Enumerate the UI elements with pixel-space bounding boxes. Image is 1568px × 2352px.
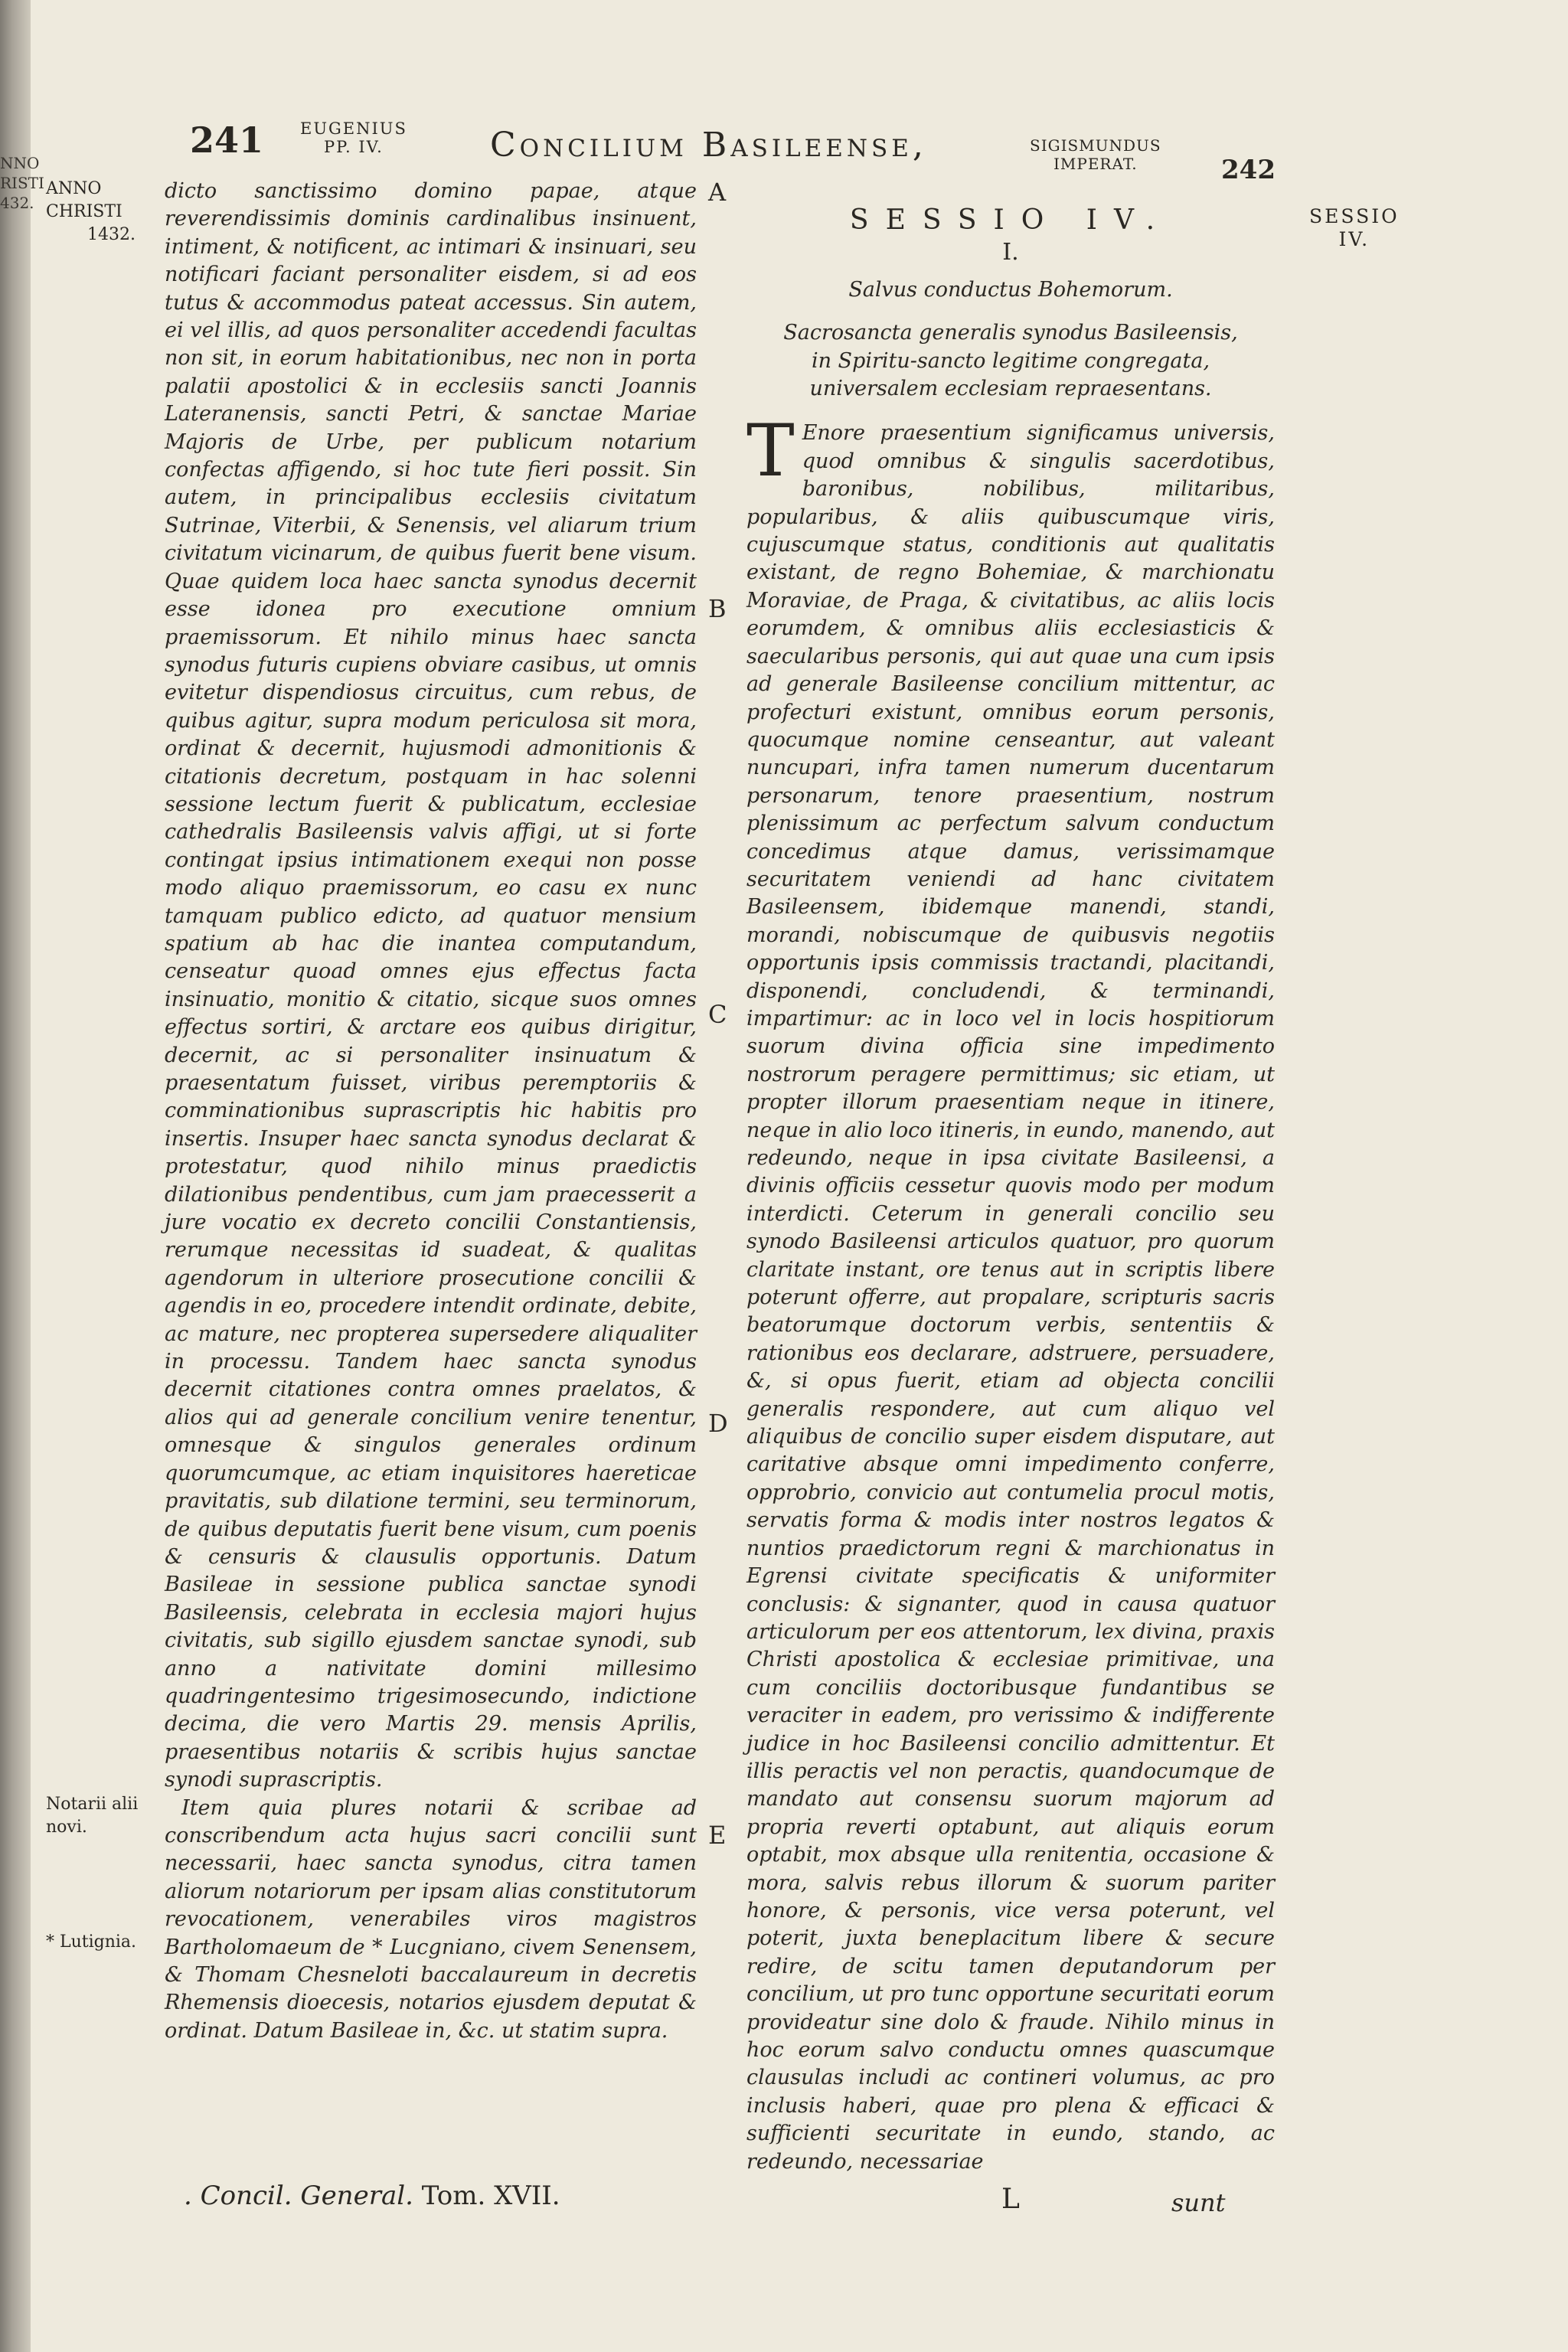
session-margin-number: IV.: [1338, 228, 1370, 250]
lutignia-margin-note: [46, 1931, 145, 1954]
section-letter-c: C: [708, 1000, 727, 1029]
left-paragraph-2: Item quia plures notarii & scribae ad conscribendum acta hujus sacri concilii sunt necessarii, haec sancta synodus, citra tamen aliorum notariorum per ipsam alias constitutorum revocationem, venerabiles viros magistros Bartholomaeum de * Lucgniano, civem Senensem, & Thomam Chesneloti baccalaureum in decretis Rhemensis dioecesis, notarios ejusdem deputat & ordinat. Datum Basileae in, &c. ut statim supra.: [165, 1795, 697, 2043]
signature-mark: L: [1001, 2184, 1020, 2215]
notarii-note-line1: Notarii alii: [46, 1795, 139, 1814]
prev-margin-line: NNO: [0, 154, 40, 172]
left-text-column: [165, 178, 697, 2045]
right-text-column: [746, 204, 1275, 2176]
drop-cap: T: [746, 410, 795, 494]
emperor-heading: [1030, 136, 1161, 173]
running-title: Concilium Basileense,: [490, 126, 927, 165]
running-header: [0, 115, 1568, 184]
page-number-left: 241: [190, 119, 264, 161]
section-letter-b: B: [708, 594, 727, 623]
pope-name: EUGENIUS: [300, 119, 407, 138]
session-margin-note: [1309, 205, 1400, 251]
anno-label: ANNO: [46, 179, 102, 198]
safe-conduct-body: Enore praesentium significamus universis, quod omnibus & singulis sacerdotibus, baronibus, nobilibus, militaribus, popularibus, & aliis quibuscumque viris, cujuscumque status, conditionis aut qualitatis existant, de regno Bohemiae, & marchionatu Moraviae, de Praga, & civitatibus, ac aliis locis eorumdem, & omnibus aliis ecclesiasticis & saecularibus personis, qui aut quae una cum ipsis ad generale Basileense concilium mittentur, ac profecturi existunt, omnibus eorum personis, quocumque nomine censeantur, aut valeant nuncupari, infra tamen numerum ducentarum personarum, tenore praesentium, nostrum plenissimum ac perfectum salvum conductum concedimus atque damus, verissimamque securitatem veniendi ad hanc civitatem Basileensem, ibidemque manendi, standi, morandi, nobiscumque de quibusvis negotiis opportunis ipsis commissis tractandi, placitandi, disponendi, concludendi, & terminandi, impartimur: ac in loco vel in locis hospitiorum suorum divina officia sine impedimento nostrorum peragere permittimus; sic etiam, ut propter illorum praesentiam neque in itinere, neque in alio loco itineris, in eundo, manendo, aut redeundo, neque in ipsa civitate Basileensi, a divinis officiis cessetur quovis modo per modum interdicti. Ceterum in generali concilio seu synodo Basileensi articulos quatuor, pro quorum claritate instant, ore tenus aut in scriptis libere poterunt offerre, aut propalare, scripturis sacris beatorumque doctorum verbis, sententiis & rationibus eos declarare, adstruere, persuadere, &, si opus fuerit, etiam ad objecta concilii generalis respondere, aut cum aliquo vel aliquibus de concilio super eisdem disputare, aut caritative absque omni impedimento conferre, opprobrio, convicio aut contumelia procul motis, servatis forma & modis inter nostros legatos & nuntios praedictorum regni & marchionatus in Egrensi civitate specificatis & uniformiter conclusis: & signanter, quod in causa quatuor articulorum per eos attentorum, lex divina, praxis Christi apostolica & ecclesiae primitivae, una cum conciliis doctoribusque fundantibus se veraciter in eadem, pro verissimo & indifferente judice in hoc Basileensi concilio admittentur. Et illis peractis vel non peractis, quandocumque de mandato aut consensu suorum majorum ad propria reverti optabunt, aut aliquis eorum optabit, mox absque ulla renitentia, occasione & mora, salvis rebus illorum & suorum pariter honore, & personis, vice versa poterunt, vel poterit, juxta beneplacitum libere & secure redire, de scitu tamen deputandorum per concilium, ut pro tunc opportune securitati eorum provideatur sine dolo & fraude. Nihilo minus in hoc eorum salvo conductu omnes quascumque clausulas includi ac contineri volumus, ac pro inclusis haberi, quae pro plena & efficaci & sufficienti securitate in eundo, stando, ac redeundo, necessariae: [746, 421, 1275, 2174]
prev-margin-line: RISTI: [0, 174, 44, 192]
emperor-title: IMPERAT.: [1054, 155, 1138, 173]
session-heading: SESSIO IV.: [849, 204, 1172, 236]
section-number: I.: [1002, 239, 1019, 266]
section-letter-a: A: [708, 178, 727, 207]
pope-title: PP. IV.: [324, 138, 384, 156]
section-letter-e: E: [708, 1821, 727, 1850]
council-address: Sacrosancta generalis synodus Basileensis, in Spiritu-sancto legitime congregata, universalem ecclesiam repraesentans.: [783, 321, 1238, 401]
footer-reference: [184, 2180, 560, 2211]
footer-volume: Tom. XVII.: [421, 2180, 560, 2211]
pope-heading: [300, 119, 407, 156]
notarii-note-line2: novi.: [46, 1818, 87, 1837]
prev-margin-line: 432.: [0, 194, 34, 212]
previous-page-edge: [0, 0, 44, 2352]
left-paragraph-1: dicto sanctissimo domino papae, atque reverendissimis dominis cardinalibus insinuent, intiment, & notificent, ac intimari & insinuari, seu notificari faciant personaliter eisdem, si ad eos tutus & accommodus pateat accessus. Sin autem, ei vel illis, ad quos personaliter accedendi facultas non sit, in eorum habitationibus, nec non in porta palatii apostolici & in ecclesiis sancti Joannis Lateranensis, sancti Petri, & sanctae Mariae Majoris de Urbe, per publicum notarium confectas affigendo, si hoc tute fieri possit. Sin autem, in principalibus ecclesiis civitatum Sutrinae, Viterbii, & Senensis, vel aliarum trium civitatum vicinarum, de quibus fuerit bene visum. Quae quidem loca haec sancta synodus decernit esse idonea pro executione omnium praemissorum. Et nihilo minus haec sancta synodus futuris cupiens obviare casibus, ut omnis evitetur dispendiosus circuitus, cum rebus, de quibus agitur, supra modum periculosa sit mora, ordinat & decernit, hujusmodi admonitionis & citationis decretum, postquam in hac solenni sessione lectum fuerit & publicatum, ecclesiae cathedralis Basileensis valvis affigi, ut si forte contingat ipsius intimationem exequi non posse modo aliquo praemissorum, eo casu ex nunc tamquam publico edicto, ad quatuor mensium spatium ab hac die inantea computandum, censeatur quoad omnes ejus effectus facta insinuatio, monitio & citatio, sicque suos omnes effectus sortiri, & arctare eos quibus dirigitur, decernit, ac si personaliter insinuatum & praesentatum fuisset, viribus peremptoriis & comminationibus suprascriptis hic habitis pro insertis. Insuper haec sancta synodus declarat & protestatur, quod nihilo minus praedictis dilationibus pendentibus, cum jam praecesserit a jure vocatio ex decreto concilii Constantiensis, rerumque necessitas id suadeat, & qualitas agendorum in ulteriore prosecutione concilii & agendis in eo, procedere intendit ordinate, debite, ac mature, nec propterea supersedere aliqualiter in processu. Tandem haec sancta synodus decernit citationes contra omnes praelatos, & alios qui ad generale concilium venire tenentur, omnesque & singulos generales ordinum quorumcumque, ac etiam inquisitores haereticae pravitatis, sub dilatione termini, seu terminorum, de quibus deputatis fuerit bene visum, cum poenis & censuris & clausulis opportunis. Datum Basileae in sessione publica sanctae synodi Basileensis, celebrata in ecclesia majori hujus civitatis, sub sigillo ejusdem sanctae synodi, sub anno a nativitate domini millesimo quadringentesimo trigesimosecundo, indictione decima, die vero Martis 29. mensis Aprilis, praesentibus notariis & scribis hujus sanctae synodi suprascriptis.: [165, 179, 697, 1792]
notarii-margin-note: [46, 1793, 145, 1839]
catchword: sunt: [1171, 2188, 1226, 2217]
safe-conduct-text: [746, 410, 1275, 2176]
session-margin-label: SESSIO: [1309, 205, 1400, 227]
footer-series: . Concil. General.: [184, 2180, 413, 2211]
christi-label: CHRISTI: [46, 202, 122, 221]
page-number-right: 242: [1221, 155, 1276, 185]
section-title: Salvus conductus Bohemorum.: [848, 277, 1173, 302]
lutignia-note: * Lutignia.: [46, 1932, 137, 1952]
year-margin-note: [46, 178, 145, 247]
emperor-name: SIGISMUNDUS: [1030, 136, 1161, 155]
year-label: 1432.: [87, 225, 136, 244]
section-letter-d: D: [708, 1409, 728, 1438]
